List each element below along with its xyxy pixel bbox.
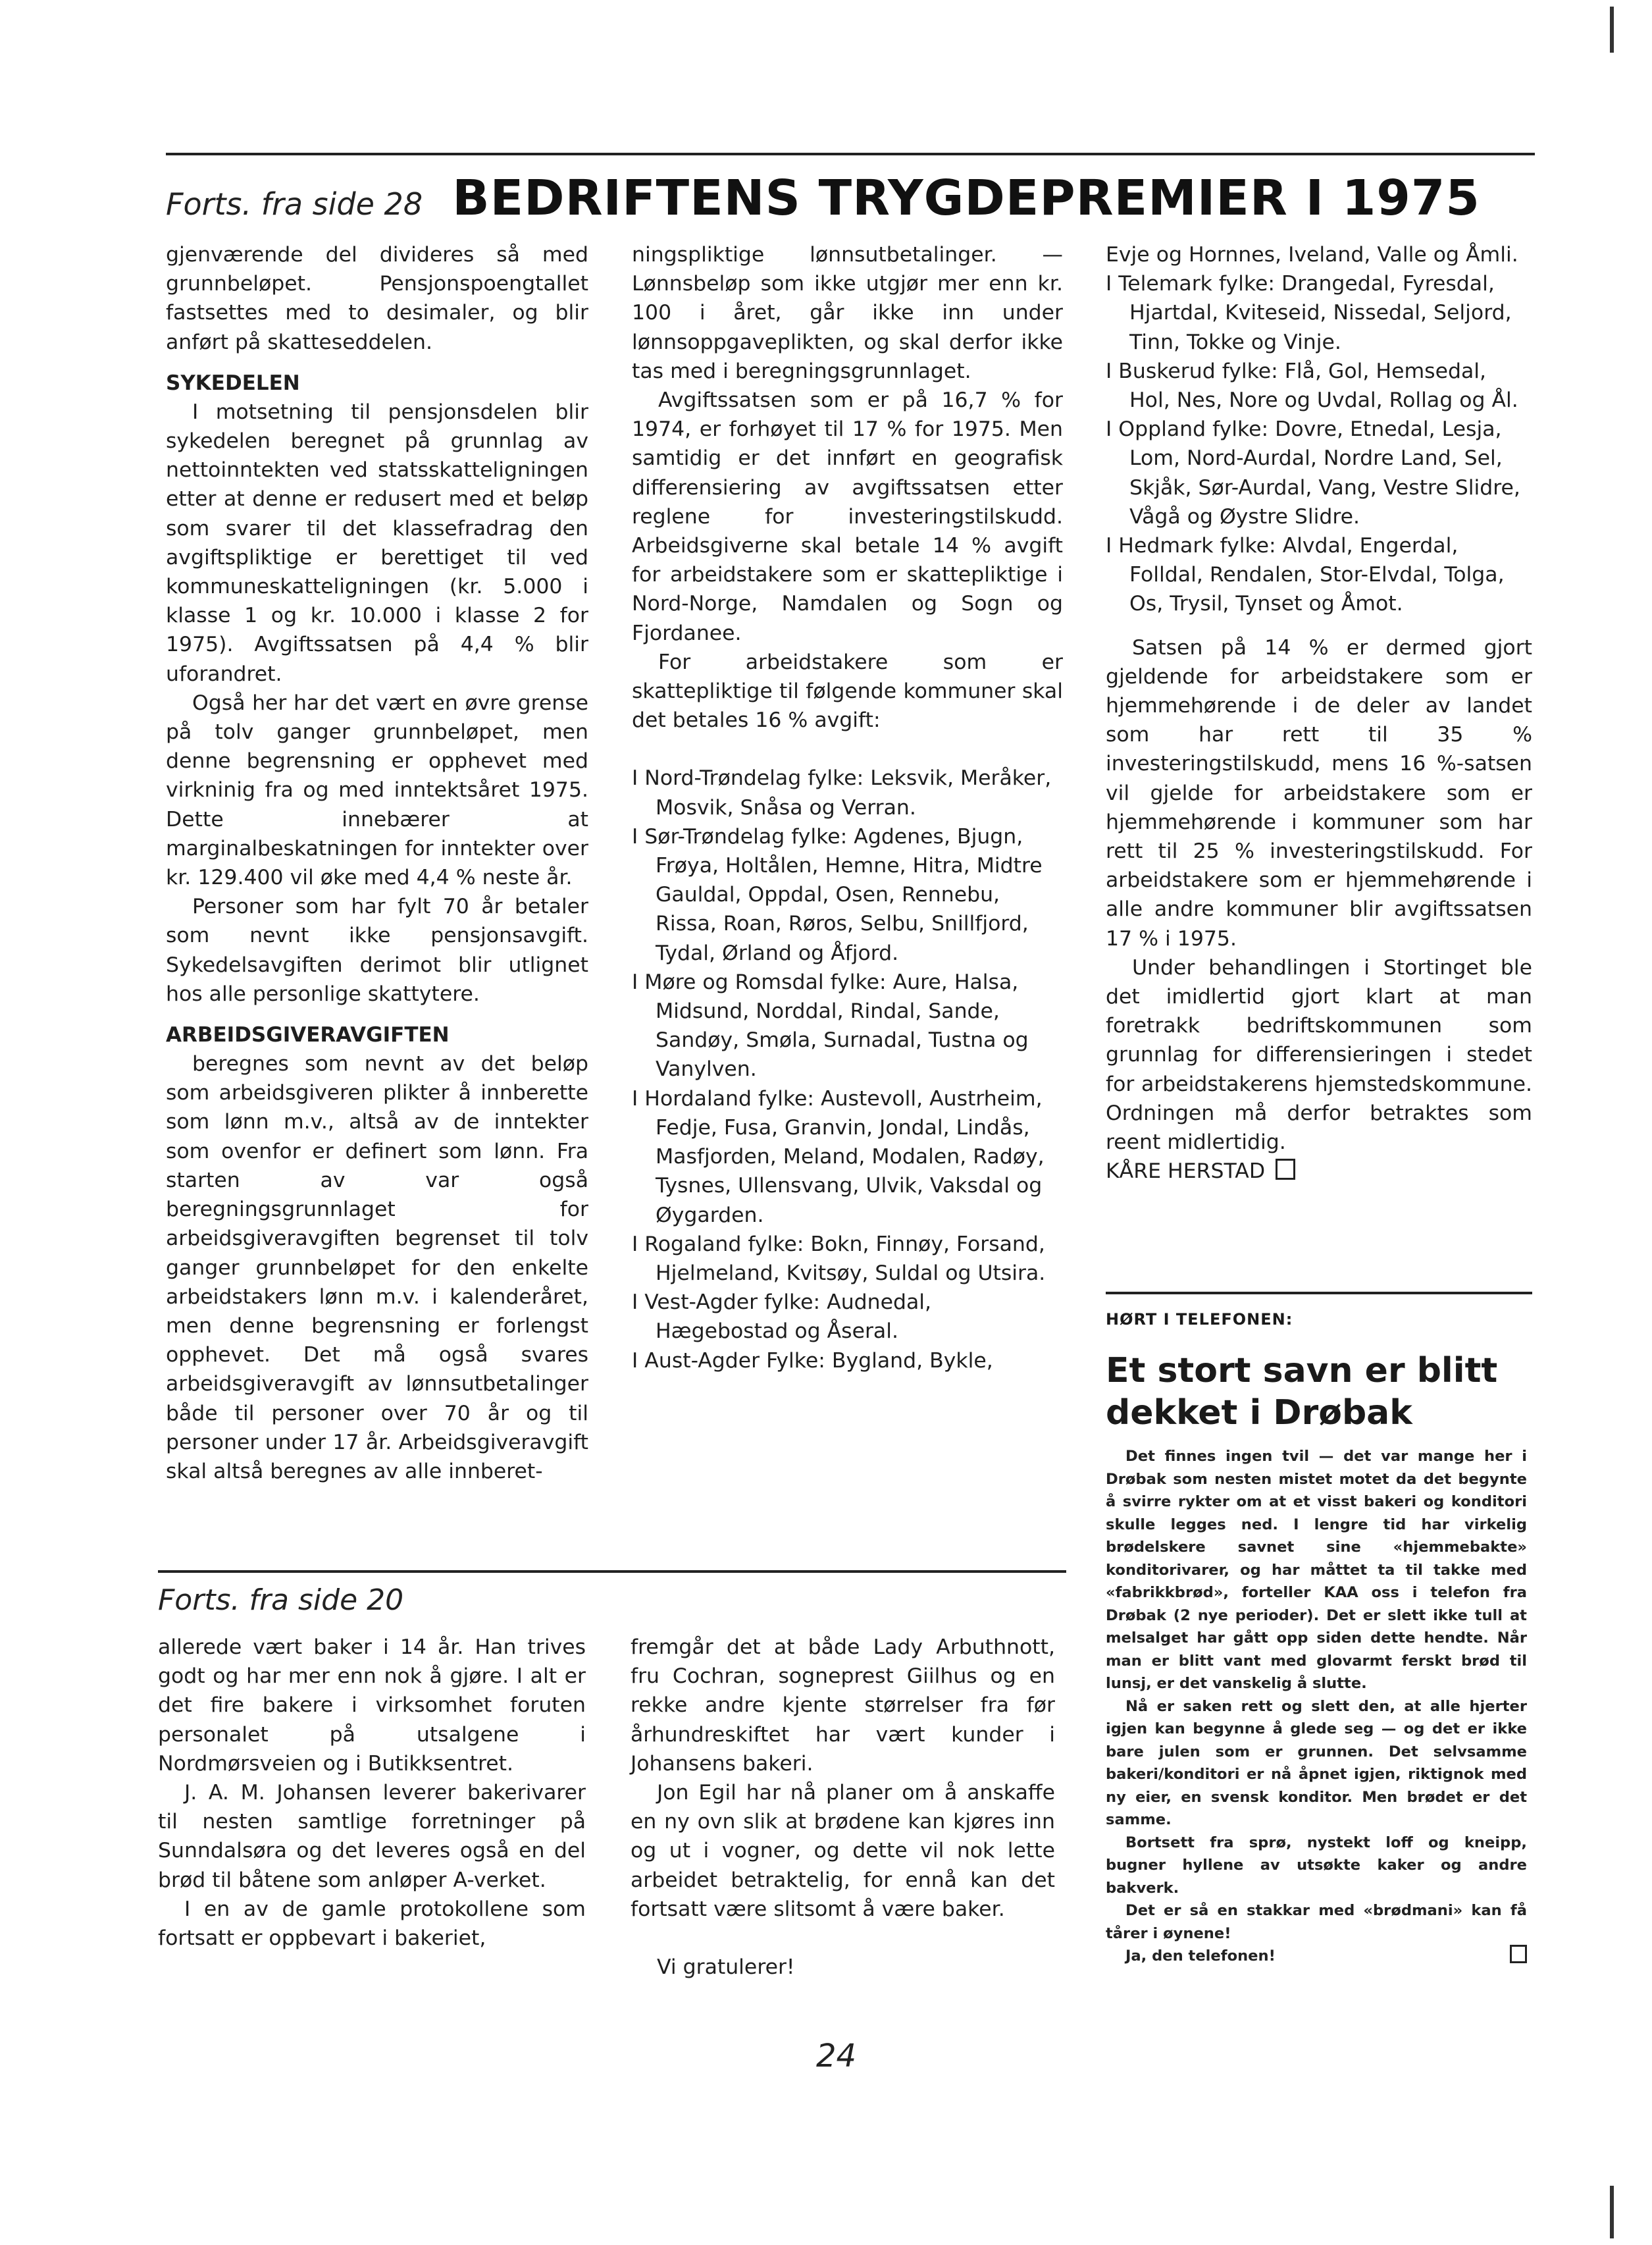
paragraph: fremgår det at både Lady Arbuthnott, fru Cochran, sogneprest Giilhus og en rekke andre kjente størrelser fra før århundreskiftet har vært kunder i Johansens bakeri.	[631, 1635, 1055, 1776]
scan-edge-mark-top	[1610, 7, 1614, 53]
top-rule	[166, 153, 1535, 155]
section-heading-arbeidsgiveravgiften: ARBEIDSGIVERAVGIFTEN	[166, 1023, 450, 1047]
paragraph: Personer som har fylt 70 år betaler som nevnt ikke pensjonsavgift. Sykedelsavgiften derimot blir utlignet hos alle personlige skattytere.	[166, 895, 588, 1006]
end-mark-icon	[1276, 1159, 1295, 1180]
paragraph: Det er så en stakkar med «brødmani» kan få tårer i øynene!	[1106, 1902, 1527, 1942]
paragraph: For arbeidstakere som er skattepliktige til følgende kommuner skal det betales 16 % avgift:	[632, 650, 1063, 733]
list-item: I Nord-Trøndelag fylke: Leksvik, Meråker, Mosvik, Snåsa og Verran.	[632, 766, 1052, 820]
list-item: I Rogaland fylke: Bokn, Finnøy, Forsand, Hjelmeland, Kvitsøy, Suldal og Utsira.	[632, 1232, 1046, 1285]
upper-column-1	[166, 240, 588, 1486]
author-signature	[1106, 1157, 1532, 1186]
scan-edge-mark-bottom	[1610, 2186, 1614, 2238]
paragraph: Bortsett fra sprø, nystekt loff og kneipp, bugner hyllene av utsøkte kaker og andre bakverk.	[1106, 1834, 1527, 1897]
municipality-list-continued	[1106, 240, 1532, 619]
list-item: I Møre og Romsdal fylke: Aure, Halsa, Midsund, Norddal, Rindal, Sande, Sandøy, Smøla, Surnadal, Tustna og Vanylven.	[632, 970, 1029, 1082]
sidebar-body	[1106, 1445, 1527, 1968]
list-item: I Hordaland fylke: Austevoll, Austrheim, Fedje, Fusa, Granvin, Jondal, Lindås, Masfjorden, Meland, Modalen, Radøy, Tysnes, Ullensvang, Ulvik, Vaksdal og Øygarden.	[632, 1086, 1045, 1227]
paragraph: I motsetning til pensjonsdelen blir sykedelen beregnet på grunnlag av nettoinntekten ved statsskatteligningen etter at denne er redusert med et beløp som svarer til det klassefradrag den avgiftspliktige er berettiget til ved kommuneskatteligningen (kr. 5.000 i klasse 1 og kr. 10.000 i klasse 2 for 1975). Avgiftssatsen på 4,4 % blir uforandret.	[166, 400, 588, 686]
closing-line: Vi gratulerer!	[657, 1955, 795, 1980]
paragraph: Det finnes ingen tvil — det var mange her i Drøbak som nesten mistet motet da det begynte å svirre rykter om at et visst bakeri og konditori skulle legges ned. I lengre tid har virkelig brødelskere savnet sine «hjemmebakte» konditorivarer, og har måttet ta til takke med «fabrikkbrød», forteller KAA oss i telefon fra Drøbak (2 nye perioder). Det er slett ikke tull at melsalget har gått opp siden dette hendte. Når man er blitt vant med glovarmt ferskt brød til lunsj, er det vanskelig å slutte.	[1106, 1448, 1527, 1692]
lower-column-2	[631, 1633, 1055, 1982]
paragraph: Jon Egil har nå planer om å anskaffe en ny ovn slik at brødene kan kjøres inn og ut i vogner, og dette vil nok lette arbeidet betraktelig, for ennå kan det fortsatt være slitsomt å være baker.	[631, 1781, 1055, 1921]
page-number: 24	[816, 2038, 857, 2074]
author-name: KÅRE HERSTAD	[1106, 1159, 1266, 1184]
list-item: I Telemark fylke: Drangedal, Fyresdal, Hjartdal, Kviteseid, Nissedal, Seljord, Tinn, Tokke og Vinje.	[1106, 272, 1512, 354]
list-item: I Vest-Agder fylke: Audnedal, Hægebostad og Åseral.	[632, 1290, 932, 1344]
continued-from-label: Forts. fra side 28	[166, 186, 423, 222]
paragraph: Satsen på 14 % er dermed gjort gjeldende for arbeidstakere som er hjemmehørende i de deler av landet som har rett til 35 % investeringstilskudd, mens 16 %-satsen vil gjelde for arbeidstakere som er hjemmehørende i kommuner som har rett til 25 % investeringstilskudd. For arbeidstakere som er hjemmehørende i alle andre kommuner blir avgiftssatsen 17 % i 1975.	[1106, 635, 1532, 951]
upper-column-2	[632, 240, 1063, 1375]
paragraph: allerede vært baker i 14 år. Han trives godt og har mer enn nok å gjøre. I alt er det fire bakere i virksomhet foruten personalet på utsalgene i Nordmørsveien og i Butikksentret.	[158, 1635, 586, 1776]
municipality-list-16-percent	[632, 764, 1063, 1375]
list-item: Evje og Hornnes, Iveland, Valle og Åmli.	[1106, 243, 1518, 267]
paragraph: I en av de gamle protokollene som fortsatt er oppbevart i bakeriet,	[158, 1897, 586, 1951]
article-title: BEDRIFTENS TRYGDEPREMIER I 1975	[452, 170, 1480, 226]
lower-column-1	[158, 1633, 586, 1953]
paragraph: Avgiftssatsen som er på 16,7 % for 1974, er forhøyet til 17 % for 1975. Men samtidig er det innført en geografisk differensiering av avgiftssatsen etter reglene for investeringstilskudd. Arbeidsgiverne skal betale 14 % avgift for arbeidstakere som er skattepliktige i Nord-Norge, Namdalen og Sogn og Fjordanee.	[632, 388, 1063, 645]
list-item: I Sør-Trøndelag fylke: Agdenes, Bjugn, Frøya, Holtålen, Hemne, Hitra, Midtre Gauldal, Oppdal, Osen, Rennebu, Rissa, Roan, Røros, Selbu, Snillfjord, Tydal, Ørland og Åfjord.	[632, 824, 1043, 965]
paragraph: gjenværende del divideres så med grunnbeløpet. Pensjonspoengtallet fastsettes med to desimaler, og blir anført på skatteseddelen.	[166, 243, 588, 354]
paragraph-with-end-mark	[1106, 1945, 1527, 1968]
sidebar-title: Et stort savn er blitt dekket i Drøbak	[1106, 1351, 1498, 1433]
upper-column-3	[1106, 240, 1532, 1186]
end-mark-icon	[1510, 1945, 1527, 1963]
paragraph: beregnes som nevnt av det beløp som arbeidsgiveren plikter å innberette som lønn m.v., altså av de inntekter som ovenfor er definert som lønn. Fra starten av var også beregningsgrunnlaget for arbeidsgiveravgiften begrenset til tolv ganger grunnbeløpet for den enkelte arbeidstakers lønn m.v. i kalenderåret, men denne begrensning er forlengst opphevet. Det må også svares arbeidsgiveravgift av lønnsutbetalinger både til personer over 70 år og til personer under 17 år. Arbeidsgiveravgift skal altså beregnes av alle innberet-	[166, 1052, 588, 1483]
paragraph: ningspliktige lønnsutbetalinger. — Lønnsbeløp som ikke utgjør mer enn kr. 100 i året, går ikke inn under lønnsoppgaveplikten, og skal derfor ikke tas med i beregningsgrunnlaget.	[632, 243, 1063, 383]
sidebar-top-rule	[1106, 1292, 1532, 1294]
sidebar-closing-text: Ja, den telefonen!	[1125, 1947, 1276, 1965]
sidebar-kicker: HØRT I TELEFONEN:	[1106, 1310, 1293, 1329]
list-item: I Oppland fylke: Dovre, Etnedal, Lesja, Lom, Nord-Aurdal, Nordre Land, Sel, Skjåk, Sør-Aurdal, Vang, Vestre Slidre, Vågå og Øystre Slidre.	[1106, 417, 1520, 529]
mid-rule-left	[158, 1570, 1066, 1573]
list-item: I Aust-Agder Fylke: Bygland, Bykle,	[632, 1348, 993, 1373]
paragraph: Også her har det vært en øvre grense på tolv ganger grunnbeløpet, men denne begrensning er opphevet med virkninig fra og med inntektsåret 1975. Dette innebærer at marginalbeskatningen for inntekter over kr. 129.400 vil øke med 4,4 % neste år.	[166, 691, 588, 890]
section-heading-sykedelen: SYKEDELEN	[166, 371, 300, 395]
article-header	[166, 170, 1535, 229]
list-item: I Hedmark fylke: Alvdal, Engerdal, Folldal, Rendalen, Stor-Elvdal, Tolga, Os, Trysil, Tynset og Åmot.	[1106, 534, 1505, 616]
paragraph: Under behandlingen i Stortinget ble det imidlertid gjort klart at man foretrakk bedriftskommunen som grunnlag for differensieringen i stedet for arbeidstakerens hjemstedskommune. Ordningen må derfor betraktes som reent midlertidig.	[1106, 955, 1532, 1155]
paragraph: J. A. M. Johansen leverer bakerivarer til nesten samtlige forretninger på Sunndalsøra og det leveres også en del brød til båtene som anløper A-verket.	[158, 1781, 586, 1892]
paragraph: Nå er saken rett og slett den, at alle hjerter igjen kan begynne å glede seg — og det er ikke bare julen som er grunnen. Det selvsamme bakeri/konditori er nå åpnet igjen, riktignok med ny eier, en svensk konditor. Men brødet er det samme.	[1106, 1697, 1527, 1828]
list-item: I Buskerud fylke: Flå, Gol, Hemsedal, Hol, Nes, Nore og Uvdal, Rollag og Ål.	[1106, 359, 1518, 413]
continued-from-label-lower: Forts. fra side 20	[158, 1583, 404, 1617]
